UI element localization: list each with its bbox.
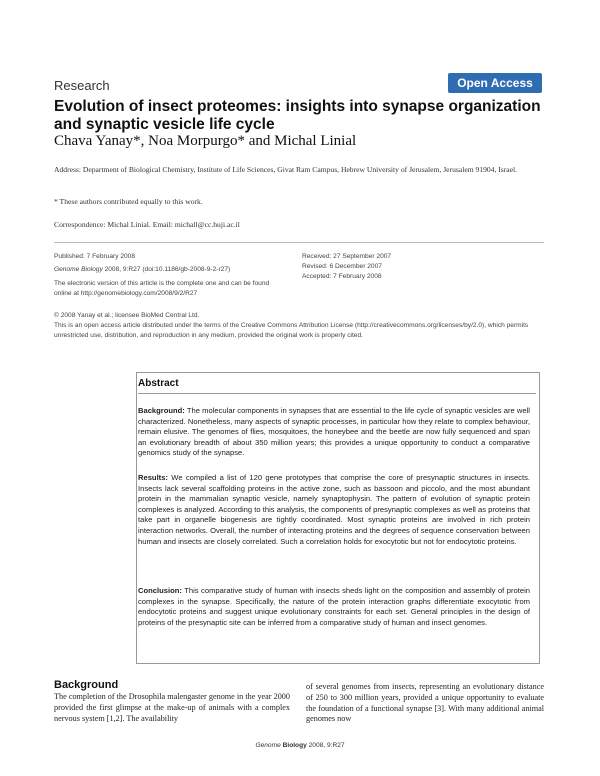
accepted-date: Accepted: 7 February 2008 [302, 273, 382, 280]
abstract-background-text: The molecular components in synapses that are essential to the life cycle of synaptic vesicles are well characterized. Nonetheless, many aspects of synaptic processes, in particular how they relate to complex behaviour, remain elusive. The genomes of flies, mosquitoes, the honeybee and the beetle are now fully sequenced and span an evolutionary breadth of about 350 million years; this provides a unique opportunity to conduct a comparative genomics study of the synapse. [138, 406, 530, 458]
abstract-divider [138, 393, 536, 394]
author-address: Address: Department of Biological Chemistry, Institute of Life Sciences, Givat Ram Campus, Hebrew University of Jerusalem, Jerusalem 91904, Israel. [54, 165, 518, 174]
footer-journal-a: Genome [255, 742, 281, 749]
page-footer [0, 742, 600, 749]
footer-citation: 2008, 9:R27 [306, 742, 345, 749]
abstract-background [138, 406, 530, 459]
abstract-conclusion-label: Conclusion: [138, 586, 182, 595]
received-date: Received: 27 September 2007 [302, 253, 392, 260]
background-heading: Background [54, 679, 119, 691]
revised-date: Revised: 6 December 2007 [302, 263, 382, 270]
correspondence: Correspondence: Michal Linial. Email: michall@cc.huji.ac.il [54, 220, 240, 229]
journal-name: Genome Biology [54, 266, 103, 273]
abstract-results [138, 473, 530, 547]
electronic-note: The electronic version of this article is the complete one and can be found online at http://genomebiology.com/2008/9/2/R27 [54, 280, 270, 297]
citation-line [54, 265, 230, 275]
section-label: Research [54, 78, 110, 93]
abstract-conclusion-text: This comparative study of human with insects sheds light on the composition and assembly of protein complexes in the synapse. Specifically, the nature of the protein interaction graphs differentiate exocytotic from endocytotic proteins and suggest unique evolutionary constraints for each set. General principles in the design of proteins of the presynaptic site can be inferred from a comparative study of human and insect genomes. [138, 586, 530, 627]
citation-doi: 2008, 9:R27 (doi:10.1186/gb-2008-9-2-r27) [104, 266, 231, 273]
open-access-badge: Open Access [448, 73, 542, 93]
equal-contribution-note: * These authors contributed equally to this work. [54, 197, 203, 206]
abstract-heading: Abstract [138, 378, 179, 389]
abstract-results-text: We compiled a list of 120 gene prototypes that comprise the core of presynaptic structures in insects. Insects lack several scaffolding proteins in the active zone, such as bassoon and piccolo, and the most abundant protein in the mammalian synaptic vesicle, namely synaptophysin. The pattern of evolution of synaptic protein complexes is analyzed. According to this analysis, the components of presynaptic complexes as well as proteins that take part in organelle biogenesis are tightly coordinated. Most synaptic proteins are involved in rich protein interaction networks. Overall, the number of interacting proteins and the degrees of sequence conservation between human and insects are closely correlated. Such a correlation holds for exocytotic but not for endocytotic proteins. [138, 473, 530, 546]
divider [54, 242, 544, 243]
published-date: Published: 7 February 2008 [54, 253, 136, 260]
article-title: Evolution of insect proteomes: insights into synapse organization and synaptic vesicle life cycle [54, 98, 541, 133]
license-text: This is an open access article distributed under the terms of the Creative Commons Attribution License (http://creativecommons.org/licenses/by/2.0), which permits unrestricted use, distribution, and reproduction in any medium, provided the original work is properly cited. [54, 322, 529, 339]
body-column-left: The completion of the Drosophila malengaster genome in the year 2000 provided the first glimpse at the make-up of animals with a complex nervous system [1,2]. The availability [54, 692, 290, 723]
footer-journal-b: Biology [282, 742, 307, 749]
body-column-right: of several genomes from insects, representing an evolutionary distance of 250 to 300 million years, provided a unique opportunity to evaluate the foundation of a functional synapse [3]. With many additional animal genomes now [306, 682, 544, 724]
abstract-background-label: Background: [138, 406, 185, 415]
footer-journal [255, 742, 306, 749]
author-list: Chava Yanay*, Noa Morpurgo* and Michal Linial [54, 133, 357, 149]
copyright: © 2008 Yanay et al.; licensee BioMed Central Ltd. [54, 312, 200, 319]
abstract-results-label: Results: [138, 473, 168, 482]
abstract-conclusion [138, 586, 530, 628]
